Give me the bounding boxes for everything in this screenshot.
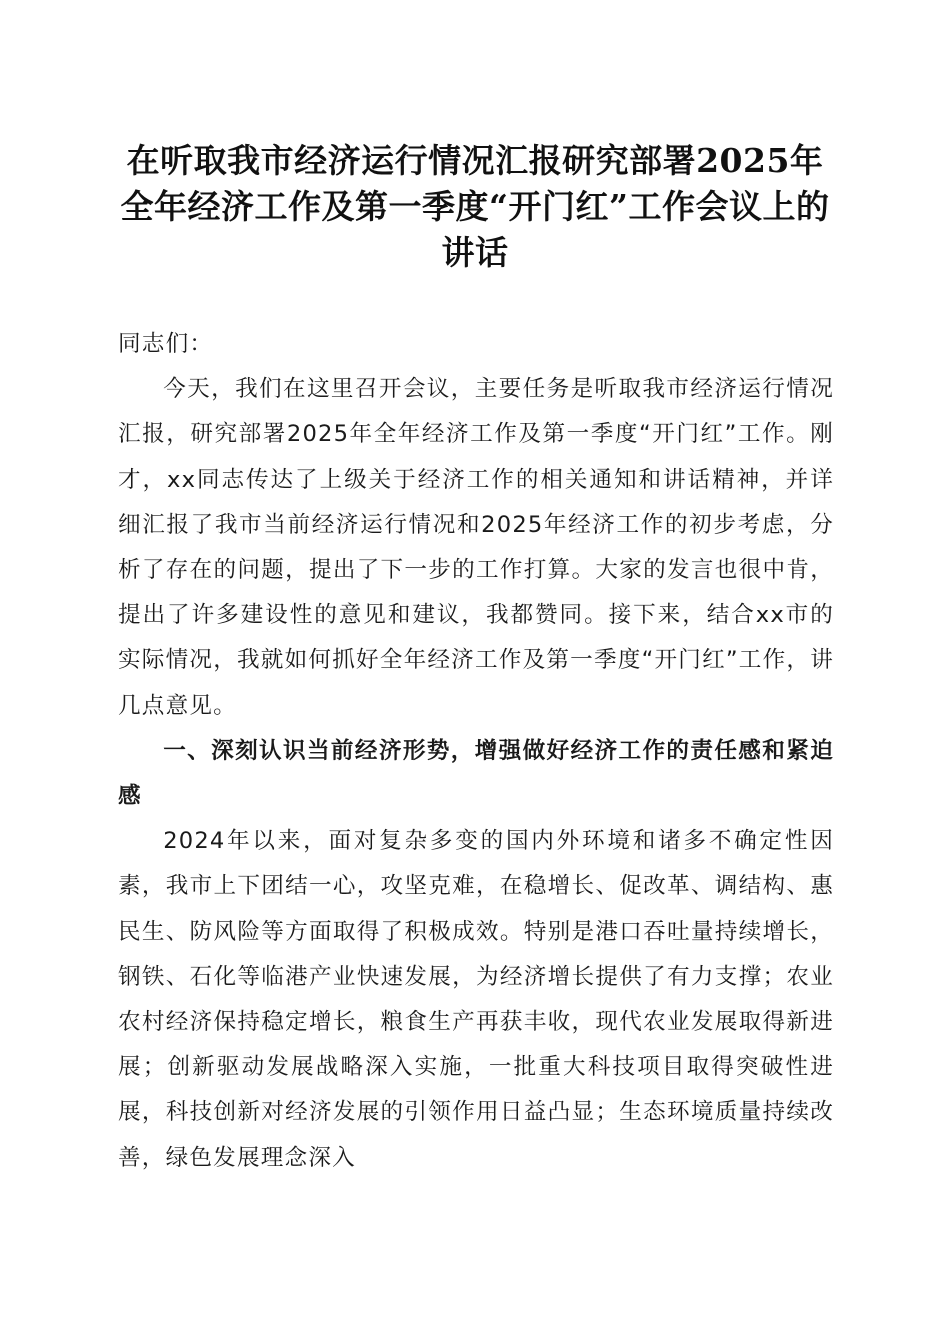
- document-body: [118, 322, 834, 1181]
- section-heading-1: 一、深刻认识当前经济形势，增强做好经济工作的责任感和紧迫感: [118, 737, 834, 810]
- section-1-paragraph: 2024年以来，面对复杂多变的国内外环境和诸多不确定性因素，我市上下团结一心，攻坚克难，在稳增长、促改革、调结构、惠民生、防风险等方面取得了积极成效。特别是港口吞吐量持续增长，钢铁、石化等临港产业快速发展，为经济增长提供了有力支撑；农业农村经济保持稳定增长，粮食生产再获丰收，现代农业发展取得新进展；创新驱动发展战略深入实施，一批重大科技项目取得突破性进展，科技创新对经济发展的引领作用日益凸显；生态环境质量持续改善，绿色发展理念深入: [118, 828, 834, 1171]
- document-title: 在听取我市经济运行情况汇报研究部署2025年全年经济工作及第一季度“开门红”工作会议上的讲话: [120, 141, 830, 272]
- salutation: 同志们：: [118, 331, 214, 357]
- opening-paragraph: 今天，我们在这里召开会议，主要任务是听取我市经济运行情况汇报，研究部署2025年全年经济工作及第一季度“开门红”工作。刚才，xx同志传达了上级关于经济工作的相关通知和讲话精神，并详细汇报了我市当前经济运行情况和2025年经济工作的初步考虑，分析了存在的问题，提出了下一步的工作打算。大家的发言也很中肯，提出了许多建设性的意见和建议，我都赞同。接下来，结合xx市的实际情况，我就如何抓好全年经济工作及第一季度“开门红”工作，讲几点意见。: [118, 376, 834, 719]
